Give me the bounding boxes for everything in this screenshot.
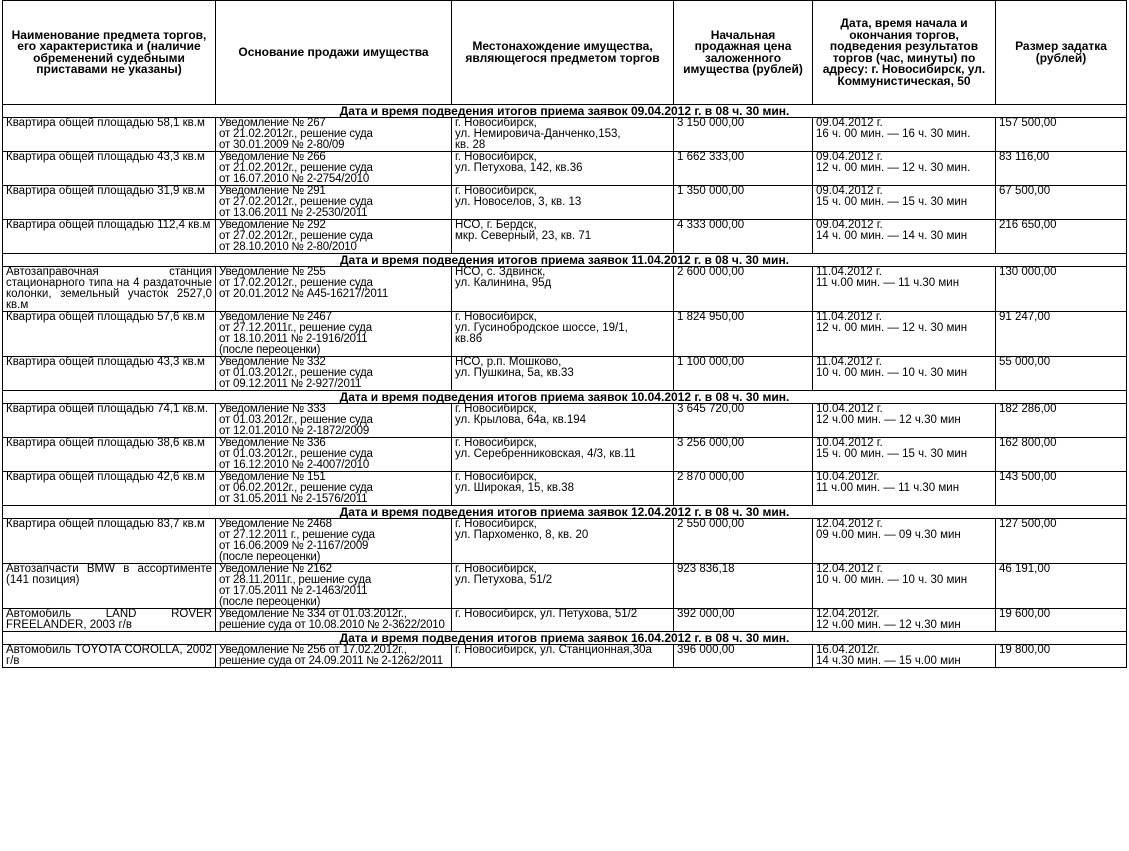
auction-time: 11.04.2012 г. 12 ч. 00 мин. — 12 ч. 30 мин bbox=[813, 312, 996, 357]
sale-basis: Уведомление № 151 от 06.02.2012г., решение суда от 31.05.2011 № 2-1576/2011 bbox=[216, 472, 452, 506]
lot-location: г. Новосибирск, ул. Станционная,30а bbox=[452, 645, 674, 668]
section-title: Дата и время подведения итогов приема заявок 12.04.2012 г. в 08 ч. 30 мин. bbox=[3, 506, 1127, 519]
table-row bbox=[3, 220, 1127, 254]
lot-location: г. Новосибирск, ул. Широкая, 15, кв.38 bbox=[452, 472, 674, 506]
auction-time: 16.04.2012г. 14 ч.30 мин. — 15 ч.00 мин bbox=[813, 645, 996, 668]
auction-time: 10.04.2012 г. 15 ч. 00 мин. — 15 ч. 30 мин bbox=[813, 438, 996, 472]
table-row bbox=[3, 118, 1127, 152]
start-price: 3 150 000,00 bbox=[674, 118, 813, 152]
deposit-amount: 130 000,00 bbox=[996, 267, 1127, 312]
table-row bbox=[3, 472, 1127, 506]
start-price: 3 645 720,00 bbox=[674, 404, 813, 438]
header-basis: Основание продажи имущества bbox=[216, 1, 452, 105]
lot-name: Автозапчасти BMW в ассортименте (141 позиция) bbox=[3, 564, 216, 609]
sale-basis: Уведомление № 267 от 21.02.2012г., решение суда от 30.01.2009 № 2-80/09 bbox=[216, 118, 452, 152]
header-price: Начальная продажная цена заложенного имущества (рублей) bbox=[674, 1, 813, 105]
lot-name: Квартира общей площадью 43,3 кв.м bbox=[3, 152, 216, 186]
start-price: 1 824 950,00 bbox=[674, 312, 813, 357]
start-price: 396 000,00 bbox=[674, 645, 813, 668]
header-item: Наименование предмета торгов, его характеристика и (наличие обременений судебными приставами не указаны) bbox=[3, 1, 216, 105]
auction-table bbox=[2, 0, 1127, 668]
section-title: Дата и время подведения итогов приема заявок 11.04.2012 г. в 08 ч. 30 мин. bbox=[3, 254, 1127, 267]
deposit-amount: 67 500,00 bbox=[996, 186, 1127, 220]
sale-basis: Уведомление № 266 от 21.02.2012г., решение суда от 16.07.2010 № 2-2754/2010 bbox=[216, 152, 452, 186]
lot-name: Квартира общей площадью 83,7 кв.м bbox=[3, 519, 216, 564]
lot-location: г. Новосибирск, ул. Серебренниковская, 4/3, кв.11 bbox=[452, 438, 674, 472]
start-price: 4 333 000,00 bbox=[674, 220, 813, 254]
deposit-amount: 55 000,00 bbox=[996, 357, 1127, 391]
lot-name: Автомобиль TOYOTA COROLLA, 2002 г/в bbox=[3, 645, 216, 668]
lot-location: г. Новосибирск, ул. Пархоменко, 8, кв. 20 bbox=[452, 519, 674, 564]
sale-basis: Уведомление № 2162 от 28.11.2011г., решение суда от 17.05.2011 № 2-1463/2011 (после переоценки) bbox=[216, 564, 452, 609]
deposit-amount: 19 600,00 bbox=[996, 609, 1127, 632]
lot-location: г. Новосибирск, ул. Крылова, 64а, кв.194 bbox=[452, 404, 674, 438]
table-body bbox=[3, 105, 1127, 668]
sale-basis: Уведомление № 2467 от 27.12.2011г., решение суда от 18.10.2011 № 2-1916/2011 (после переоценки) bbox=[216, 312, 452, 357]
sale-basis: Уведомление № 334 от 01.03.2012г., решение суда от 10.08.2010 № 2-3622/2010 bbox=[216, 609, 452, 632]
lot-name: Квартира общей площадью 43,3 кв.м bbox=[3, 357, 216, 391]
section-row bbox=[3, 105, 1127, 118]
section-title: Дата и время подведения итогов приема заявок 10.04.2012 г. в 08 ч. 30 мин. bbox=[3, 391, 1127, 404]
sale-basis: Уведомление № 332 от 01.03.2012г., решение суда от 09.12.2011 № 2-927/2011 bbox=[216, 357, 452, 391]
lot-name: Автомобиль LAND ROVER FREELANDER, 2003 г/в bbox=[3, 609, 216, 632]
lot-name: Автозаправочная станция стационарного типа на 4 раздаточные колонки, земельный участок 2527,0 кв.м bbox=[3, 267, 216, 312]
lot-location: г. Новосибирск, ул. Петухова, 142, кв.36 bbox=[452, 152, 674, 186]
lot-name: Квартира общей площадью 57,6 кв.м bbox=[3, 312, 216, 357]
deposit-amount: 19 800,00 bbox=[996, 645, 1127, 668]
section-row bbox=[3, 254, 1127, 267]
deposit-amount: 127 500,00 bbox=[996, 519, 1127, 564]
header-time: Дата, время начала и окончания торгов, подведения результатов торгов (час, минуты) по адресу: г. Новосибирск, ул. Коммунистическая, 50 bbox=[813, 1, 996, 105]
deposit-amount: 182 286,00 bbox=[996, 404, 1127, 438]
sale-basis: Уведомление № 256 от 17.02.2012г., решение суда от 24.09.2011 № 2-1262/2011 bbox=[216, 645, 452, 668]
table-row bbox=[3, 645, 1127, 668]
table-row bbox=[3, 186, 1127, 220]
table-row bbox=[3, 267, 1127, 312]
lot-location: г. Новосибирск, ул. Гусинобродское шоссе, 19/1, кв.86 bbox=[452, 312, 674, 357]
auction-time: 09.04.2012 г. 12 ч. 00 мин. — 12 ч. 30 мин. bbox=[813, 152, 996, 186]
deposit-amount: 91 247,00 bbox=[996, 312, 1127, 357]
auction-time: 11.04.2012 г. 11 ч.00 мин. — 11 ч.30 мин bbox=[813, 267, 996, 312]
table-row bbox=[3, 519, 1127, 564]
start-price: 2 870 000,00 bbox=[674, 472, 813, 506]
section-row bbox=[3, 632, 1127, 645]
auction-time: 09.04.2012 г. 15 ч. 00 мин. — 15 ч. 30 мин bbox=[813, 186, 996, 220]
sale-basis: Уведомление № 333 от 01.03.2012г., решение суда от 12.01.2010 № 2-1872/2009 bbox=[216, 404, 452, 438]
lot-location: г. Новосибирск, ул. Немировича-Данченко,153, кв. 28 bbox=[452, 118, 674, 152]
header-location: Местонахождение имущества, являющегося предметом торгов bbox=[452, 1, 674, 105]
table-row bbox=[3, 438, 1127, 472]
section-title: Дата и время подведения итогов приема заявок 16.04.2012 г. в 08 ч. 30 мин. bbox=[3, 632, 1127, 645]
lot-location: г. Новосибирск, ул. Новоселов, 3, кв. 13 bbox=[452, 186, 674, 220]
lot-location: г. Новосибирск, ул. Петухова, 51/2 bbox=[452, 564, 674, 609]
header-deposit: Размер задатка (рублей) bbox=[996, 1, 1127, 105]
auction-time: 10.04.2012 г. 12 ч.00 мин. — 12 ч.30 мин bbox=[813, 404, 996, 438]
sale-basis: Уведомление № 255 от 17.02.2012г., решение суда от 20.01.2012 № А45-16217/2011 bbox=[216, 267, 452, 312]
lot-name: Квартира общей площадью 74,1 кв.м. bbox=[3, 404, 216, 438]
section-row bbox=[3, 506, 1127, 519]
auction-time: 12.04.2012 г. 10 ч. 00 мин. — 10 ч. 30 мин bbox=[813, 564, 996, 609]
start-price: 923 836,18 bbox=[674, 564, 813, 609]
auction-time: 12.04.2012г. 12 ч.00 мин. — 12 ч.30 мин bbox=[813, 609, 996, 632]
table-row bbox=[3, 357, 1127, 391]
table-row bbox=[3, 609, 1127, 632]
lot-name: Квартира общей площадью 38,6 кв.м bbox=[3, 438, 216, 472]
auction-time: 09.04.2012 г. 16 ч. 00 мин. — 16 ч. 30 мин. bbox=[813, 118, 996, 152]
deposit-amount: 83 116,00 bbox=[996, 152, 1127, 186]
deposit-amount: 162 800,00 bbox=[996, 438, 1127, 472]
sale-basis: Уведомление № 291 от 27.02.2012г., решение суда от 13.06.2011 № 2-2530/2011 bbox=[216, 186, 452, 220]
lot-name: Квартира общей площадью 112,4 кв.м bbox=[3, 220, 216, 254]
auction-time: 09.04.2012 г. 14 ч. 00 мин. — 14 ч. 30 мин bbox=[813, 220, 996, 254]
start-price: 1 350 000,00 bbox=[674, 186, 813, 220]
deposit-amount: 157 500,00 bbox=[996, 118, 1127, 152]
lot-name: Квартира общей площадью 42,6 кв.м bbox=[3, 472, 216, 506]
lot-location: НСО, г. Бердск, мкр. Северный, 23, кв. 71 bbox=[452, 220, 674, 254]
sale-basis: Уведомление № 336 от 01.03.2012г., решение суда от 16.12.2010 № 2-4007/2010 bbox=[216, 438, 452, 472]
table-row bbox=[3, 152, 1127, 186]
table-row bbox=[3, 564, 1127, 609]
header-row bbox=[3, 1, 1127, 105]
start-price: 392 000,00 bbox=[674, 609, 813, 632]
start-price: 3 256 000,00 bbox=[674, 438, 813, 472]
lot-location: НСО, р.п. Мошково, ул. Пушкина, 5а, кв.33 bbox=[452, 357, 674, 391]
lot-location: НСО, с. Здвинск, ул. Калинина, 95д bbox=[452, 267, 674, 312]
start-price: 1 662 333,00 bbox=[674, 152, 813, 186]
sale-basis: Уведомление № 2468 от 27.12.2011 г., решение суда от 16.06.2009 № 2-1167/2009 (после переоценки) bbox=[216, 519, 452, 564]
section-row bbox=[3, 391, 1127, 404]
auction-time: 11.04.2012 г. 10 ч. 00 мин. — 10 ч. 30 мин bbox=[813, 357, 996, 391]
table-row bbox=[3, 312, 1127, 357]
table-row bbox=[3, 404, 1127, 438]
lot-name: Квартира общей площадью 31,9 кв.м bbox=[3, 186, 216, 220]
start-price: 1 100 000,00 bbox=[674, 357, 813, 391]
section-title: Дата и время подведения итогов приема заявок 09.04.2012 г. в 08 ч. 30 мин. bbox=[3, 105, 1127, 118]
lot-name: Квартира общей площадью 58,1 кв.м bbox=[3, 118, 216, 152]
lot-location: г. Новосибирск, ул. Петухова, 51/2 bbox=[452, 609, 674, 632]
auction-time: 10.04.2012г. 11 ч.00 мин. — 11 ч.30 мин bbox=[813, 472, 996, 506]
sale-basis: Уведомление № 292 от 27.02.2012г., решение суда от 28.10.2010 № 2-80/2010 bbox=[216, 220, 452, 254]
deposit-amount: 216 650,00 bbox=[996, 220, 1127, 254]
start-price: 2 550 000,00 bbox=[674, 519, 813, 564]
auction-time: 12.04.2012 г. 09 ч.00 мин. — 09 ч.30 мин bbox=[813, 519, 996, 564]
deposit-amount: 46 191,00 bbox=[996, 564, 1127, 609]
start-price: 2 600 000,00 bbox=[674, 267, 813, 312]
deposit-amount: 143 500,00 bbox=[996, 472, 1127, 506]
